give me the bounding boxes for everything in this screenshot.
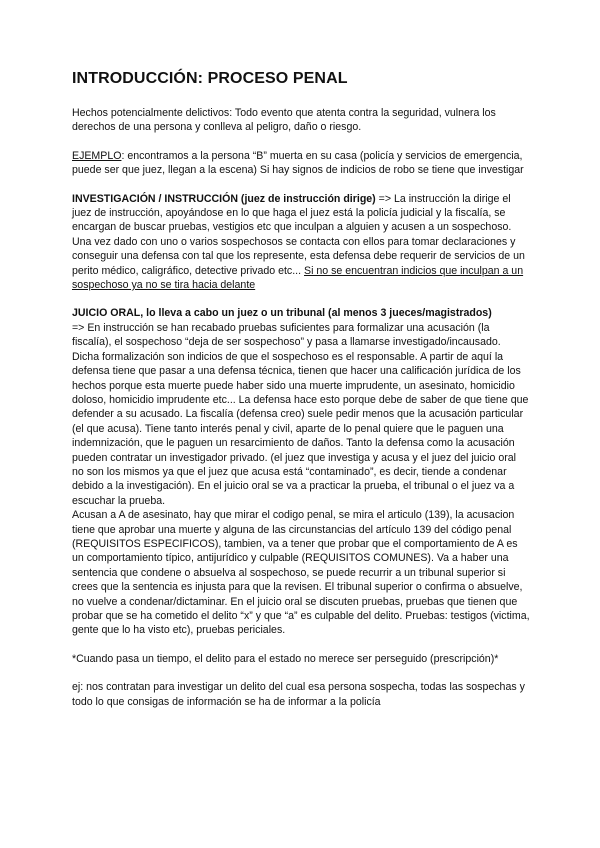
example-text: : encontramos a la persona “B” muerta en su casa (policía y servicios de emergencia, puede ser que juez, llegan a la escena) Si hay signos de indicios de robo se tiene que investigar bbox=[72, 149, 524, 177]
paragraph-prescription-note: *Cuando pasa un tiempo, el delito para el estado no merece ser perseguido (prescripción)* bbox=[72, 652, 499, 665]
investigation-heading: INVESTIGACIÓN / INSTRUCCIÓN (juez de instrucción dirige) bbox=[72, 192, 376, 205]
trial-heading: JUICIO ORAL, lo lleva a cabo un juez o un tribunal (al menos 3 jueces/magistrados) bbox=[72, 307, 492, 320]
paragraph-trial-heading bbox=[72, 306, 530, 320]
paragraph-private-investigation: ej: nos contratan para investigar un delito del cual esa persona sospecha, todas las sospechas y todo lo que consigas de información se ha de informar a la policía bbox=[72, 681, 525, 708]
example-label: EJEMPLO bbox=[72, 149, 122, 162]
paragraph-example bbox=[72, 149, 530, 178]
investigation-text: => La instrucción la dirige el juez de instrucción, apoyándose en lo que haga el juez está la policía judicial y la fiscalía, se encargan de buscar pruebas, vestigios etc que inculpan a alguien y acusen a un sospechoso. Una vez dado con uno o varios sospechosos se contacta con ellos para tomar declaraciones y conseguir una defensa con tal que los represente, esta defensa debe requerir de servicios de un perito médico, caligráfico, detective privado etc... bbox=[72, 192, 525, 277]
document-title: INTRODUCCIÓN: PROCESO PENAL bbox=[72, 70, 348, 87]
investigation-underlined: Si no se encuentran indicios que inculpan a un sospechoso ya no se tira hacia delante bbox=[72, 264, 524, 292]
paragraph-trial-example: Acusan a A de asesinato, hay que mirar el codigo penal, se mira el articulo (139), la acusacion tiene que aprobar una muerte y alguna de las circunstancias del artículo 139 del código penal (REQUISITOS ESPECIFICOS), tambien, va a tener que probar que el comportamiento de A es un comportamiento típico, antijurídico y culpable (REQUISITOS COMUNES). Va a haber una sentencia que condene o absuelva al sospechoso, se puede recurrir a un tribunal superior si crees que la sentencia es injusta para que la revisen. El tribunal superior o confirma o absuelve, no vuelve a condenar/dictaminar. En el juicio oral se discuten pruebas, pruebas que tienen que probar que se ha cometido el delito “x” y que “a” es culpable del delito. Pruebas: testigos (victima, gente que lo ha visto etc), pruebas periciales. bbox=[72, 509, 530, 637]
paragraph-definition: Hechos potencialmente delictivos: Todo evento que atenta contra la seguridad, vulnera los derechos de una persona y conlleva al peligro, daño o riesgo. bbox=[72, 107, 496, 134]
paragraph-investigation bbox=[72, 192, 530, 293]
paragraph-trial-text: => En instrucción se han recabado pruebas suficientes para formalizar una acusación (la fiscalía), el sospechoso “deja de ser sospechoso” y pasa a llamarse investigado/incausado. Dicha formalización son indicios de que el sospechoso es el responsable. A partir de aquí la defensa tiene que pasar a una defensa técnica, tienen que hacer una calificación jurídica de los hechos porque esta muerte puede haber sido una muerte imprudente, un asesinato, homicidio doloso, homicidio imprudente etc... La defensa hace esto porque debe de saber de que tiene que defender a su acusado. La fiscalía (defensa creo) suele pedir menos que la acusación particular (el que acusa). Tiene tanto interés penal y civil, aparte de lo penal quiere que le paguen una indemnización, que le paguen un resarcimiento de daños. Tanto la defensa como la acusación pueden contratar un investigador privado. (el juez que investiga y acusa y el juez del juicio oral no son los mismos ya que el juez que acusa está “contaminado”, es decir, tiende a condenar debido a la investigación). En el juicio oral se va a practicar la prueba, el tribunal o el juez va a escuchar la prueba. bbox=[72, 321, 529, 507]
